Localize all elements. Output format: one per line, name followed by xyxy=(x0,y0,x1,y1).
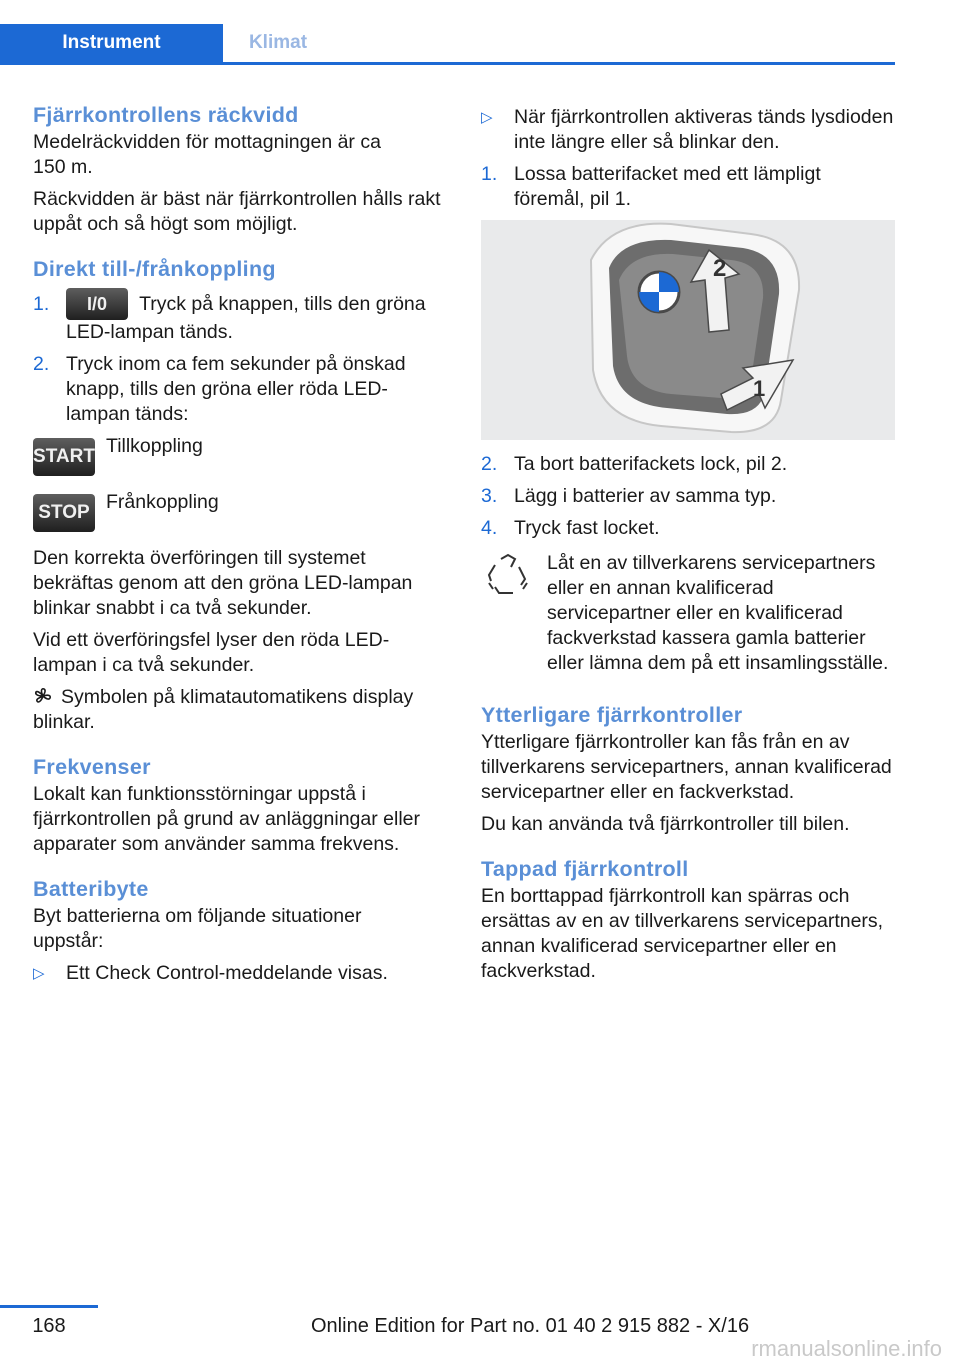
recycle-text: Låt en av tillverkarens servicepartners eller en annan kvalificerad servicepartner eller en kvalificerad fackverkstad kassera gamla batterier eller lämna dem på ett insamlingsställe. xyxy=(547,552,889,674)
start-row xyxy=(33,434,448,478)
list-item xyxy=(33,352,448,427)
section-title-range: Fjärrkontrollens räckvidd xyxy=(33,103,299,127)
edition-text: Online Edition for Part no. 01 40 2 915 882 - X/16 xyxy=(311,1315,750,1337)
figure-label-2: 2 xyxy=(713,255,727,282)
paragraph-range-1: Medelräckvidden för mottagningen är ca 150 m. xyxy=(33,131,381,178)
stop-row xyxy=(33,490,448,534)
list-number: 2. xyxy=(481,453,498,475)
watermark: rmanualsonline.info xyxy=(751,1336,942,1361)
start-label: Tillkoppling xyxy=(106,435,203,457)
list-item xyxy=(481,162,895,212)
list-item xyxy=(481,452,895,477)
list-item xyxy=(481,516,895,541)
tab-instrument[interactable]: Instrument xyxy=(0,24,223,62)
recycle-icon xyxy=(483,553,533,599)
tab-klimat[interactable]: Klimat xyxy=(248,32,308,53)
list-number: 4. xyxy=(481,517,498,539)
paragraph-lost-remote: En borttappad fjärrkontroll kan spärras och ersättas av en av tillverkarens servicepartners, annan kvalificerad servicepartner eller en fackverkstad. xyxy=(481,885,884,982)
paragraph-frequencies: Lokalt kan funktionsstörningar uppstå i fjärrkontrollen på grund av anläggningar eller apparater som använder samma frekvens. xyxy=(33,783,420,855)
header-tabbar xyxy=(0,24,895,65)
list-item xyxy=(33,961,448,986)
key-fob-illustration xyxy=(481,220,895,440)
triangle-bullet-icon: ▷ xyxy=(481,109,493,126)
list-item xyxy=(481,484,895,509)
page-number: 168 xyxy=(32,1315,66,1337)
step-text: Tryck på knappen, tills den gröna LED-lampan tänds. xyxy=(66,293,426,343)
paragraph-symbol xyxy=(33,685,448,735)
io-button-image: I/0 xyxy=(66,288,128,320)
stop-button-image: STOP xyxy=(33,494,95,532)
list-number: 3. xyxy=(481,485,498,507)
figure-label-1: 1 xyxy=(753,376,766,401)
stop-label: Frånkoppling xyxy=(106,491,219,513)
paragraph-extra-remotes-2: Du kan använda två fjärrkontroller till bilen. xyxy=(481,813,850,835)
list-number: 2. xyxy=(33,353,50,375)
paragraph-confirm: Den korrekta överföringen till systemet bekräftas genom att den gröna LED-lampan blinkar snabbt i ca två sekunder. xyxy=(33,547,413,619)
paragraph-range-2: Räckvidden är bäst när fjärrkontrollen hålls rakt uppåt och så högt som möjligt. xyxy=(33,188,441,235)
start-button-image: START xyxy=(33,438,95,476)
paragraph-error: Vid ett överföringsfel lyser den röda LED-lampan i ca två sekunder. xyxy=(33,629,390,676)
paragraph-battery: Byt batterierna om följande situationer uppstår: xyxy=(33,905,362,952)
step-text: Tryck fast locket. xyxy=(514,517,660,539)
list-item xyxy=(33,292,448,345)
bullet-text: Ett Check Control-meddelande visas. xyxy=(66,962,388,984)
section-title-extra-remotes: Ytterligare fjärrkontroller xyxy=(481,703,743,727)
triangle-bullet-icon: ▷ xyxy=(33,965,45,982)
left-column xyxy=(33,100,448,993)
section-title-lost-remote: Tappad fjärrkontroll xyxy=(481,857,689,881)
section-title-direct-switch: Direkt till-/frånkoppling xyxy=(33,257,276,281)
list-item xyxy=(481,105,895,155)
paragraph-extra-remotes-1: Ytterligare fjärrkontroller kan fås från en av tillverkarens servicepartners, annan kvalificerad servicepartner eller en fackverkstad. xyxy=(481,731,892,803)
bullet-text: När fjärrkontrollen aktiveras tänds lysdioden inte längre eller så blinkar den. xyxy=(514,106,894,153)
list-number: 1. xyxy=(33,293,50,315)
step-text: Lägg i batterier av samma typ. xyxy=(514,485,777,507)
footer-accent-line xyxy=(0,1305,98,1308)
right-column xyxy=(481,105,895,991)
recycle-note xyxy=(481,551,895,676)
step-text: Lossa batterifacket med ett lämpligt föremål, pil 1. xyxy=(514,163,821,210)
step-text: Tryck inom ca fem sekunder på önskad knapp, tills den gröna eller röda LED-lampan tänds: xyxy=(66,353,406,425)
section-title-frequencies: Frekvenser xyxy=(33,755,151,779)
fan-icon xyxy=(33,687,53,705)
list-number: 1. xyxy=(481,163,498,185)
symbol-text: Symbolen på klimatautomatikens display blinkar. xyxy=(33,686,414,733)
section-title-battery: Batteribyte xyxy=(33,877,149,901)
step-text: Ta bort batterifackets lock, pil 2. xyxy=(514,453,788,475)
